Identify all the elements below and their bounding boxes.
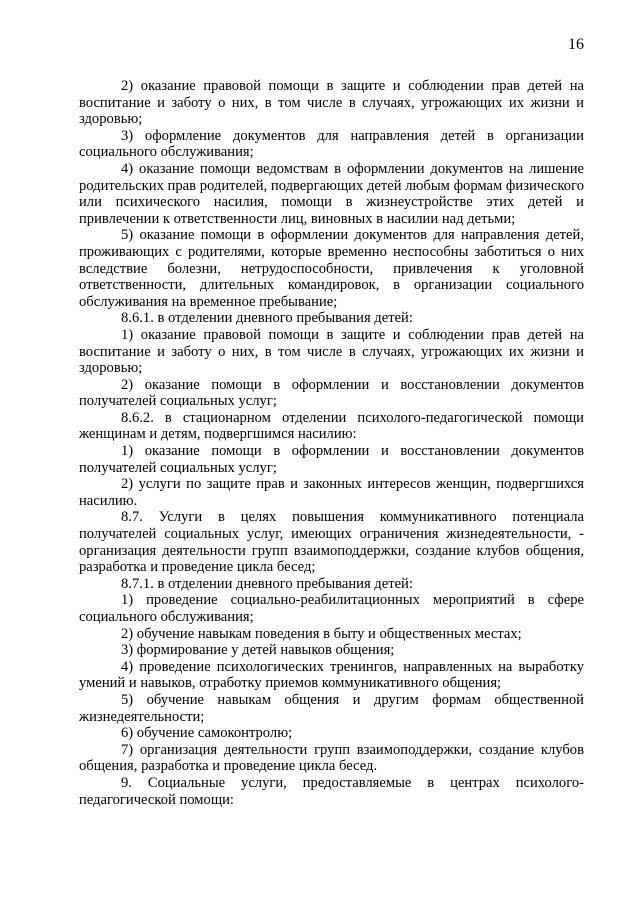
paragraph: 4) проведение психологических тренингов, направленных на выработку умений и навыков, отработку приемов коммуникативного общения; xyxy=(79,658,584,692)
paragraph: 8.7.1. в отделении дневного пребывания детей: xyxy=(121,575,413,592)
paragraph: 7) организация деятельности групп взаимоподдержки, создание клубов общения, разработка и проведение цикла бесед. xyxy=(79,741,584,775)
page-number: 16 xyxy=(568,36,584,53)
paragraph: 5) оказание помощи в оформлении документов для направления детей, проживающих с родителями, которые временно неспособны заботиться о них вследствие болезни, нетрудоспособности, привлечения к уголовной ответственности, длительных командировок, в организации социального обслуживания на временное пребывание; xyxy=(79,227,584,310)
paragraph: 8.7. Услуги в целях повышения коммуникативного потенциала получателей социальных услуг, имеющих ограничения жизнедеятельности, - организация деятельности групп взаимоподдержки, создание клубов общения, разработка и проведение цикла бесед; xyxy=(79,509,584,576)
paragraph: 2) услуги по защите прав и законных интересов женщин, подвергшихся насилию. xyxy=(79,476,584,509)
paragraph: 2) оказание правовой помощи в защите и соблюдении прав детей на воспитание и заботу о них, в том числе в случаях, угрожающих их жизни и здоровью; xyxy=(79,78,584,128)
paragraph: 8.6.1. в отделении дневного пребывания детей: xyxy=(121,310,413,327)
paragraph: 5) обучение навыкам общения и другим формам общественной жизнедеятельности; xyxy=(79,691,584,725)
paragraph: 2) обучение навыкам поведения в быту и общественных местах; xyxy=(121,625,522,642)
paragraph: 1) проведение социально-реабилитационных мероприятий в сфере социального обслуживания; xyxy=(79,592,584,625)
paragraph: 9. Социальные услуги, предоставляемые в центрах психолого-педагогической помощи: xyxy=(79,774,584,808)
document-body xyxy=(79,78,584,808)
paragraph: 1) оказание правовой помощи в защите и соблюдении прав детей на воспитание и заботу о них, в том числе в случаях, угрожающих их жизни и здоровью; xyxy=(79,326,584,377)
paragraph: 3) формирование у детей навыков общения; xyxy=(121,642,395,659)
paragraph: 3) оформление документов для направления детей в организации социального обслуживания; xyxy=(79,127,584,161)
paragraph: 4) оказание помощи ведомствам в оформлении документов на лишение родительских прав родителей, подвергающих детей любым формам физического или психического насилия, помощи в жизнеустройстве этих детей и привлечении к ответственности лиц, виновных в насилии над детьми; xyxy=(79,160,584,227)
paragraph: 2) оказание помощи в оформлении и восстановлении документов получателей социальных услуг; xyxy=(79,376,584,410)
paragraph: 6) обучение самоконтролю; xyxy=(121,725,293,742)
paragraph: 8.6.2. в стационарном отделении психолого-педагогической помощи женщинам и детям, подвергшимся насилию: xyxy=(79,409,584,443)
paragraph: 1) оказание помощи в оформлении и восстановлении документов получателей социальных услуг; xyxy=(79,443,584,476)
